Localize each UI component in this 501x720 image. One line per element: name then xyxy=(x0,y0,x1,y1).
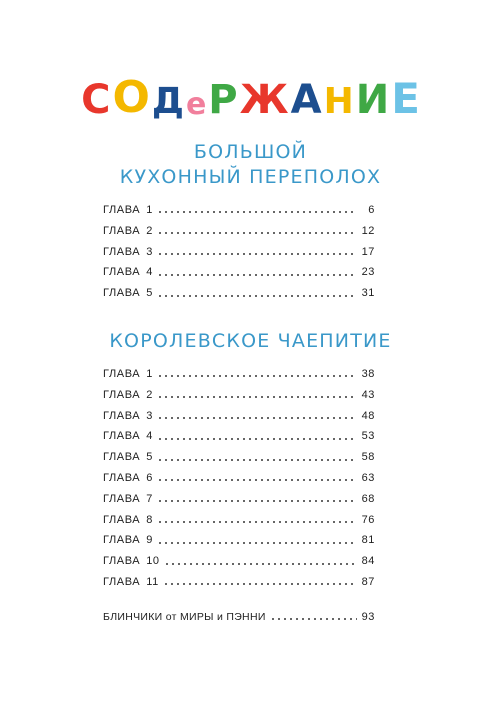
toc-entry[interactable] xyxy=(103,200,375,221)
toc-entry[interactable] xyxy=(103,364,375,385)
toc-entry-label: ГЛАВА xyxy=(103,224,141,237)
dot-leader xyxy=(163,581,357,587)
dot-leader xyxy=(157,436,357,442)
dot-leader xyxy=(157,540,357,546)
dot-leader xyxy=(157,394,357,400)
toc-entry-page: 93 xyxy=(361,611,375,623)
toc-entry-page: 38 xyxy=(361,368,375,380)
toc-entry[interactable] xyxy=(103,406,375,427)
toc-entry[interactable] xyxy=(103,221,375,242)
toc-entry-number: 2 xyxy=(146,224,153,237)
toc-entry-page: 43 xyxy=(361,388,375,401)
toc-entry[interactable] xyxy=(103,283,375,304)
section-1-title-line-1: БОЛЬШОЙ xyxy=(193,141,308,163)
toc-entry[interactable] xyxy=(103,551,375,572)
toc-entry-number: 7 xyxy=(146,492,153,505)
dot-leader xyxy=(157,272,357,278)
toc-entry-number: 8 xyxy=(146,513,153,526)
toc-entry[interactable] xyxy=(103,510,375,531)
title-letter: А xyxy=(290,77,322,123)
toc-entry-label: БЛИНЧИКИ от МИРЫ и ПЭННИ xyxy=(103,611,266,623)
toc-entry-page: 48 xyxy=(361,409,375,422)
toc-entry-number: 5 xyxy=(146,287,153,300)
dot-leader xyxy=(157,477,357,483)
toc-entry-number: 5 xyxy=(146,451,153,464)
section-2-title: КОРОЛЕВСКОЕ ЧАЕПИТИЕ xyxy=(109,330,392,352)
toc-entry[interactable] xyxy=(103,242,375,263)
toc-entry-page: 81 xyxy=(361,534,375,547)
toc-entry-label: ГЛАВА xyxy=(103,451,141,464)
dot-leader xyxy=(157,373,357,379)
toc-entry-number: 3 xyxy=(146,245,153,258)
toc-entry-page: 76 xyxy=(361,513,375,526)
dot-leader xyxy=(157,230,357,236)
toc-entry-number: 10 xyxy=(146,555,160,568)
toc-entry-number: 2 xyxy=(146,388,153,401)
toc-entry-label: ГЛАВА xyxy=(103,368,141,380)
toc-entry-number: 1 xyxy=(146,368,153,380)
toc-entry-label: ГЛАВА xyxy=(103,287,141,300)
section-2-chapter-list xyxy=(103,364,375,593)
dot-leader xyxy=(157,519,357,525)
toc-entry-label: ГЛАВА xyxy=(103,266,141,279)
toc-entry[interactable] xyxy=(103,385,375,406)
toc-entry[interactable] xyxy=(103,489,375,510)
toc-entry-label: ГЛАВА xyxy=(103,204,141,216)
toc-entry[interactable] xyxy=(103,426,375,447)
toc-entry-bonus[interactable] xyxy=(103,607,375,628)
title-letter: е xyxy=(185,87,207,122)
toc-entry-number: 4 xyxy=(146,430,153,443)
toc-entry-page: 58 xyxy=(361,451,375,464)
toc-entry-page: 17 xyxy=(361,245,375,258)
toc-entry-label: ГЛАВА xyxy=(103,245,141,258)
title-letter: Ж xyxy=(239,77,289,123)
toc-entry-page: 63 xyxy=(361,471,375,484)
title-letter: Д xyxy=(151,81,184,122)
section-1-title-line-2: КУХОННЫЙ ПЕРЕПОЛОХ xyxy=(119,166,382,188)
dot-leader xyxy=(157,415,357,421)
toc-entry-label: ГЛАВА xyxy=(103,471,141,484)
title-letter: Е xyxy=(391,74,420,123)
toc-entry-number: 1 xyxy=(146,204,153,216)
title-letter: Р xyxy=(208,77,238,123)
toc-entry-number: 9 xyxy=(146,534,153,547)
toc-entry-page: 31 xyxy=(361,287,375,300)
dot-leader xyxy=(157,457,357,463)
toc-entry-page: 53 xyxy=(361,430,375,443)
title-letter: И xyxy=(355,77,390,123)
toc-entry-page: 6 xyxy=(368,204,375,216)
toc-entry-page: 84 xyxy=(361,555,375,568)
toc-entry-label: ГЛАВА xyxy=(103,534,141,547)
toc-entry[interactable] xyxy=(103,530,375,551)
toc-entry-number: 11 xyxy=(146,575,159,588)
dot-leader xyxy=(157,498,357,504)
toc-entry-label: ГЛАВА xyxy=(103,513,141,526)
toc-entry[interactable] xyxy=(103,468,375,489)
toc-entry-page: 12 xyxy=(361,224,375,237)
title-letter: С xyxy=(81,77,111,123)
page-title xyxy=(0,68,501,123)
toc-entry-label: ГЛАВА xyxy=(103,430,141,443)
dot-leader xyxy=(270,616,357,622)
toc-entry-page: 87 xyxy=(361,575,375,588)
dot-leader xyxy=(164,561,357,567)
dot-leader xyxy=(157,209,357,215)
toc-entry-page: 23 xyxy=(361,266,375,279)
title-letter: О xyxy=(112,72,150,123)
toc-entry[interactable] xyxy=(103,447,375,468)
toc-entry-number: 3 xyxy=(146,409,153,422)
dot-leader xyxy=(157,251,357,257)
title-letter: Н xyxy=(323,81,354,122)
toc-entry-number: 6 xyxy=(146,471,153,484)
toc-entry-label: ГЛАВА xyxy=(103,409,141,422)
section-1-chapter-list xyxy=(103,200,375,304)
toc-entry-label: ГЛАВА xyxy=(103,388,141,401)
toc-entry-label: ГЛАВА xyxy=(103,492,141,505)
toc-entry-number: 4 xyxy=(146,266,153,279)
toc-entry-label: ГЛАВА xyxy=(103,555,141,568)
toc-entry[interactable] xyxy=(103,262,375,283)
toc-entry-label: ГЛАВА xyxy=(103,575,141,588)
toc-entry-page: 68 xyxy=(361,492,375,505)
dot-leader xyxy=(157,293,357,299)
bonus-entry-list xyxy=(103,607,375,628)
toc-entry[interactable] xyxy=(103,572,375,593)
